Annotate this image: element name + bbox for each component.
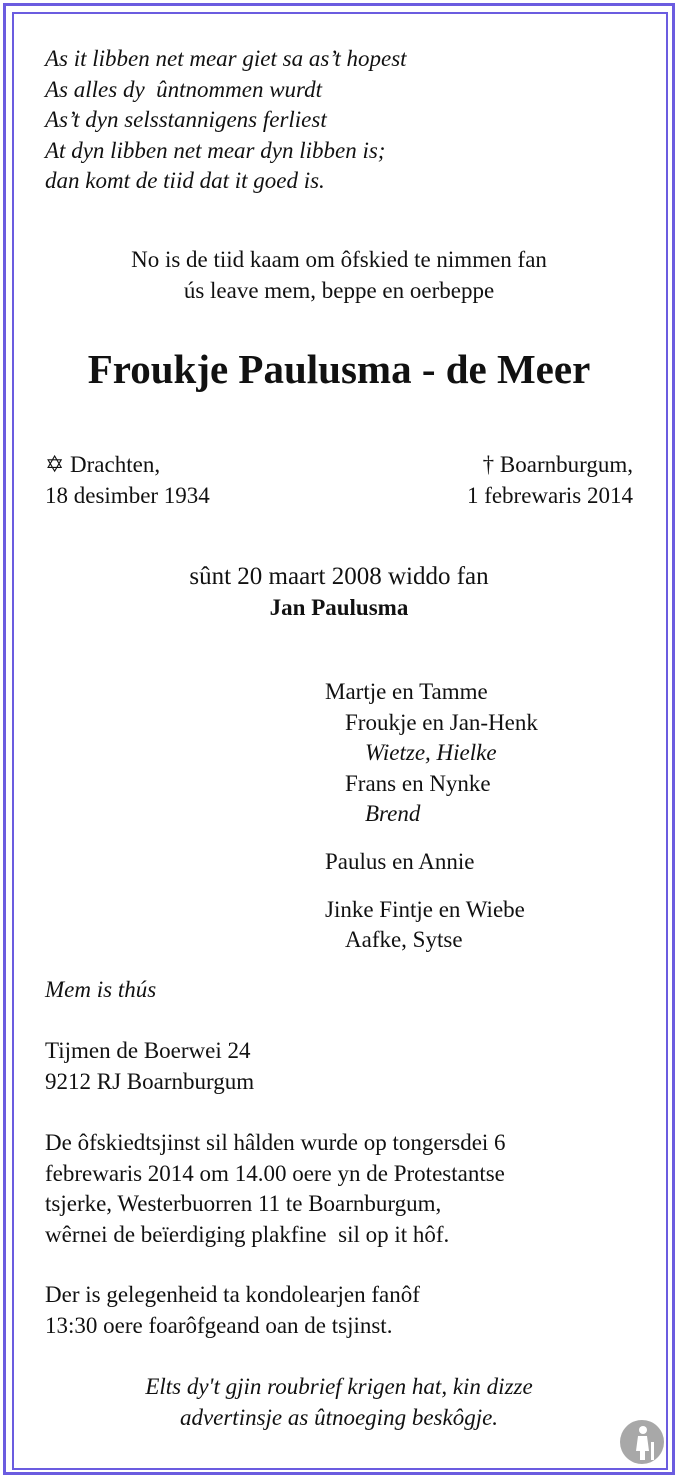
poem-line: dan komt de tiid dat it goed is. bbox=[45, 168, 325, 194]
service-line: tsjerke, Westerbuorren 11 te Boarnburgum, bbox=[45, 1191, 442, 1217]
intro-line: No is de tiid kaam om ôfskied te nimmen fan bbox=[131, 247, 547, 272]
family-member: Jinke Fintje en Wiebe bbox=[325, 896, 525, 922]
poem-line: As it libben net mear giet sa as’t hopest bbox=[45, 46, 407, 71]
birth-place: Drachten, bbox=[70, 452, 161, 477]
family-list bbox=[325, 677, 538, 956]
condolence-info bbox=[45, 1280, 420, 1341]
address-line: Tijmen de Boerwei 24 bbox=[45, 1038, 251, 1063]
poem-line: As’t dyn selsstannigens ferliest bbox=[45, 107, 327, 133]
family-member: Froukje en Jan-Henk bbox=[345, 709, 538, 735]
condolence-line: Der is gelegenheid ta kondolearjen fanôf bbox=[45, 1282, 420, 1307]
condolence-line: 13:30 oere foarôfgeand oan de tsjinst. bbox=[45, 1312, 393, 1338]
memorial-figure-icon bbox=[618, 1418, 666, 1466]
family-member: Frans en Nynke bbox=[345, 770, 491, 796]
closing-note bbox=[0, 1372, 678, 1433]
death-date: 1 febrewaris 2014 bbox=[466, 482, 633, 508]
intro-line: ús leave mem, beppe en oerbeppe bbox=[183, 277, 495, 303]
cross-icon: † bbox=[482, 452, 495, 477]
home-note: Mem is thús bbox=[45, 977, 157, 1002]
address-line: 9212 RJ Boarnburgum bbox=[45, 1068, 255, 1094]
poem-line: At dyn libben net mear dyn libben is; bbox=[45, 137, 386, 163]
service-line: febrewaris 2014 om 14.00 oere yn de Protestantse bbox=[45, 1160, 505, 1186]
poem bbox=[45, 44, 407, 197]
intro-text bbox=[0, 245, 678, 306]
family-member: Martje en Tamme bbox=[325, 679, 488, 704]
closing-line: Elts dy't gjin roubrief krigen hat, kin dizze bbox=[145, 1374, 533, 1399]
family-member: Aafke, Sytse bbox=[345, 927, 463, 953]
death-info bbox=[467, 450, 633, 511]
address bbox=[45, 1036, 254, 1097]
death-place: Boarnburgum, bbox=[499, 452, 633, 477]
widow-block bbox=[0, 561, 678, 623]
poem-line: As alles dy ûntnommen wurdt bbox=[45, 76, 323, 102]
service-info bbox=[45, 1128, 506, 1250]
closing-line: advertinsje as ûtnoeging beskôgje. bbox=[179, 1404, 499, 1430]
family-member: Paulus en Annie bbox=[325, 848, 475, 874]
service-line: De ôfskiedtsjinst sil hâlden wurde op tongersdei 6 bbox=[45, 1130, 506, 1155]
star-of-david-icon: ✡ bbox=[45, 452, 65, 477]
family-member: Wietze, Hielke bbox=[365, 740, 497, 766]
service-line: wêrnei de beïerdiging plakfine sil op it hôf. bbox=[45, 1221, 450, 1247]
deceased-name: Froukje Paulusma - de Meer bbox=[87, 346, 591, 392]
birth-info bbox=[45, 450, 210, 511]
widow-line: sûnt 20 maart 2008 widdo fan bbox=[189, 563, 489, 590]
husband-name: Jan Paulusma bbox=[269, 595, 409, 620]
birth-date: 18 desimber 1934 bbox=[45, 482, 210, 508]
family-member: Brend bbox=[365, 801, 421, 827]
